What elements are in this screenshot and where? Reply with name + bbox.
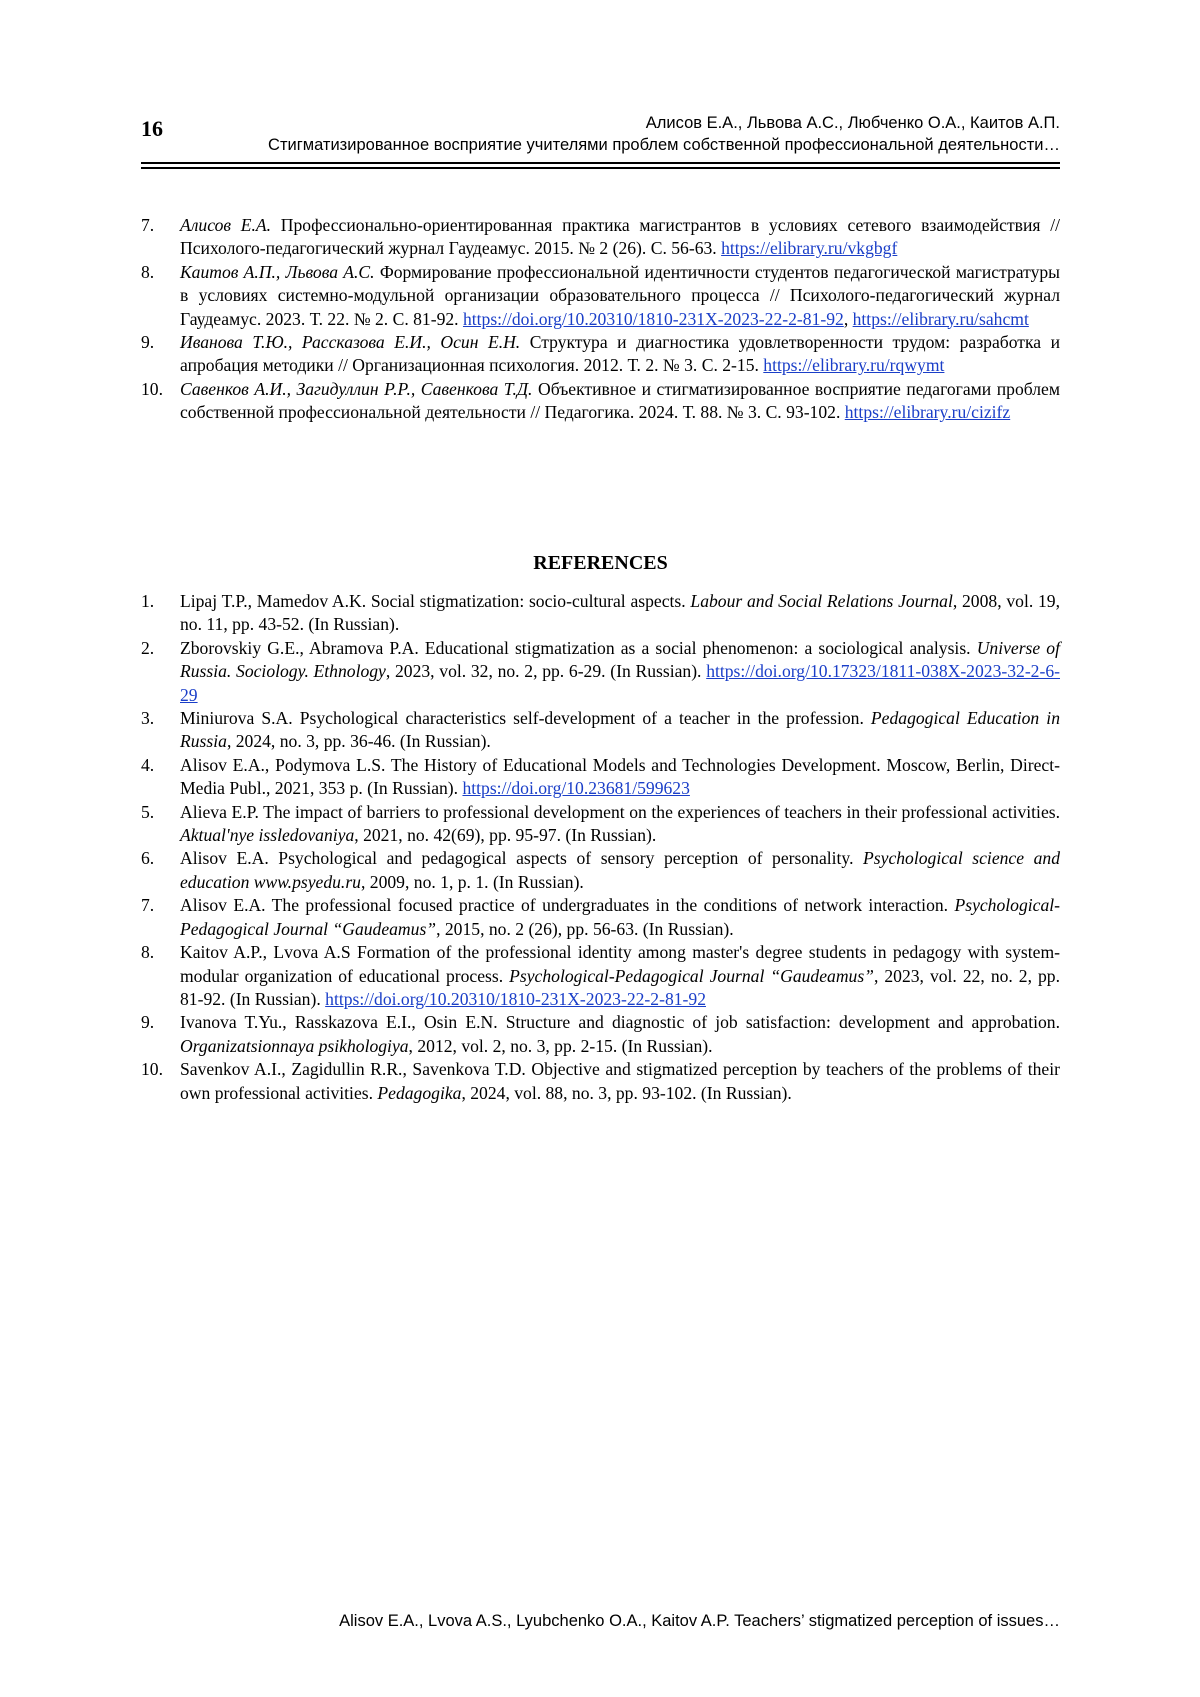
reference-text: Объективное и стигматизированное восприятие педагогами проблем собственной профессиональной деятельности // Педагогика. 2024. Т. 88. № 3. С. 93-102. (180, 378, 1060, 423)
reference-number: 4. (141, 754, 155, 775)
reference-number: 5. (141, 801, 155, 822)
reference-item (141, 894, 1060, 941)
reference-authors: Алисов Е.А. (180, 215, 272, 235)
reference-item (141, 707, 1060, 754)
reference-details: , 2023, vol. 22, no. 2, pp. 81-92. (In Russian). (180, 965, 1060, 1009)
reference-journal: Psychological science and education www.psyedu.ru (180, 848, 1061, 892)
reference-item (141, 847, 1060, 894)
reference-text: Kaitov A.P., Lvova A.S Formation of the professional identity among master's degree students in pedagogy with system-modular organization of educational process. (180, 942, 1060, 986)
reference-number: 7. (141, 215, 155, 235)
reference-item (141, 1011, 1060, 1058)
reference-number: 3. (141, 708, 155, 729)
reference-text: Структура и диагностика удовлетворенности трудом: разработка и апробация методики // Организационная психология. 2012. Т. 2. № 3. С. 2-15. (180, 332, 1060, 376)
running-footer: Alisov E.A., Lvova A.S., Lyubchenko O.A., Kaitov A.P. Teachers’ stigmatized perception of issues… (339, 1612, 1060, 1630)
header-title: Стигматизированное восприятие учителями проблем собственной профессиональной деятельности… (268, 136, 1060, 154)
header-rule-thin (141, 167, 1060, 169)
reference-text: Формирование профессиональной идентичности студентов педагогической магистратуры в условиях системно-модульной организации образовательного процесса // Психолого-педагогический журнал Гаудеамус. 2023. Т. 22. № 2. С. 81-92. (180, 261, 1061, 329)
russian-reference-list (141, 214, 1060, 425)
references-heading: REFERENCES (533, 552, 668, 574)
reference-number: 8. (141, 942, 155, 963)
reference-number: 1. (141, 591, 155, 611)
reference-text: Профессионально-ориентированная практика магистрантов в условиях сетевого взаимодействия // Психолого-педагогический журнал Гаудеамус. 2015. № 2 (26). С. 56-63. (180, 215, 1060, 259)
reference-item (141, 637, 1060, 707)
reference-details: , 2008, vol. 19, no. 11, pp. 43-52. (In Russian). (180, 591, 1060, 635)
reference-item (141, 331, 1060, 378)
reference-number: 2. (141, 637, 155, 658)
reference-item (141, 261, 1060, 331)
reference-details: , 2023, vol. 32, no. 2, pp. 6-29. (In Russian). (385, 661, 707, 682)
reference-text: Savenkov A.I., Zagidullin R.R., Savenkova T.D. Objective and stigmatized perception by teachers of the problems of their own professional activities. (180, 1059, 1060, 1103)
reference-text: Alisov E.A., Podymova L.S. The History of Educational Models and Technologies Development. Moscow, Berlin, Direct-Media Publ., 2021, 353 p. (In Russian). (180, 754, 1060, 799)
reference-authors: Савенков А.И., Загидуллин Р.Р., Савенкова Т.Д. (180, 378, 533, 399)
reference-journal: Pedagogika (377, 1082, 462, 1103)
reference-details: , 2024, vol. 88, no. 3, pp. 93-102. (In Russian). (461, 1082, 792, 1103)
reference-details: , 2024, no. 3, pp. 36-46. (In Russian). (226, 731, 491, 752)
reference-authors: Каитов А.П., Львова А.С. (180, 261, 375, 282)
reference-text: Alisov E.A. The professional focused practice of undergraduates in the conditions of network interaction. (180, 895, 955, 916)
reference-number: 9. (141, 332, 155, 353)
reference-link[interactable]: https://elibrary.ru/rqwymt (763, 355, 945, 376)
reference-text: Alisov E.A. Psychological and pedagogical aspects of sensory perception of personality. (180, 848, 864, 869)
reference-item (141, 801, 1060, 848)
reference-details: , 2021, no. 42(69), pp. 95-97. (In Russian). (354, 825, 657, 846)
running-header (141, 112, 1060, 156)
reference-text: Zborovskiy G.E., Abramova P.A. Educational stigmatization as a social phenomenon: a sociological analysis. (180, 637, 977, 658)
reference-separator: , (843, 308, 853, 329)
reference-text: Lipaj T.P., Mamedov A.K. Social stigmatization: socio-cultural aspects. (180, 591, 691, 611)
reference-number: 10. (141, 1059, 163, 1080)
reference-doi-link[interactable]: https://doi.org/10.20310/1810-231X-2023-22-2-81-92 (325, 988, 706, 1009)
reference-link[interactable]: https://elibrary.ru/sahcmt (852, 308, 1029, 329)
reference-journal: Psychological-Pedagogical Journal “Gaudeamus” (180, 895, 1060, 939)
page-number: 16 (141, 116, 163, 141)
reference-number: 9. (141, 1012, 155, 1033)
reference-item (141, 590, 1060, 637)
reference-details: , 2012, vol. 2, no. 3, pp. 2-15. (In Russian). (408, 1035, 713, 1056)
reference-journal: Pedagogical Education in Russia (180, 708, 1060, 752)
reference-journal: Universe of Russia. Sociology. Ethnology (180, 637, 1060, 682)
reference-number: 7. (141, 895, 155, 916)
reference-item (141, 941, 1060, 1011)
reference-number: 6. (141, 848, 155, 869)
reference-text: Alieva E.P. The impact of barriers to professional development on the experiences of teachers in their professional activities. (180, 801, 1060, 822)
reference-item (141, 1058, 1060, 1105)
reference-text: Miniurova S.A. Psychological characteristics self-development of a teacher in the profession. (180, 708, 871, 729)
english-reference-list (141, 590, 1060, 1105)
reference-journal: Labour and Social Relations Journal (690, 591, 953, 611)
reference-link[interactable]: https://elibrary.ru/vkgbgf (721, 238, 898, 259)
reference-authors: Иванова Т.Ю., Рассказова Е.И., Осин Е.Н. (180, 332, 521, 353)
reference-item (141, 754, 1060, 801)
reference-doi-link[interactable]: https://doi.org/10.23681/599623 (462, 778, 690, 799)
reference-details: , 2015, no. 2 (26), pp. 56-63. (In Russian). (436, 918, 734, 939)
header-authors: Алисов Е.А., Львова А.С., Любченко О.А., Каитов А.П. (645, 114, 1060, 132)
reference-journal: Aktual'nye issledovaniya (180, 825, 355, 846)
reference-doi-link[interactable]: https://doi.org/10.17323/1811-038X-2023-32-2-6-29 (180, 661, 1060, 705)
reference-item (141, 214, 1060, 261)
reference-journal: Organizatsionnaya psikhologiya (180, 1035, 409, 1056)
reference-journal: Psychological-Pedagogical Journal “Gaudeamus” (509, 965, 874, 986)
reference-link[interactable]: https://elibrary.ru/cizifz (844, 402, 1011, 423)
reference-number: 8. (141, 261, 155, 282)
header-rule-thick (141, 162, 1060, 164)
reference-text: Ivanova T.Yu., Rasskazova E.I., Osin E.N. Structure and diagnostic of job satisfaction: development and approbation. (180, 1012, 1060, 1033)
reference-details: , 2009, no. 1, p. 1. (In Russian). (360, 871, 584, 892)
reference-item (141, 378, 1060, 425)
reference-number: 10. (141, 378, 163, 399)
reference-doi-link[interactable]: https://doi.org/10.20310/1810-231X-2023-22-2-81-92 (462, 308, 844, 329)
